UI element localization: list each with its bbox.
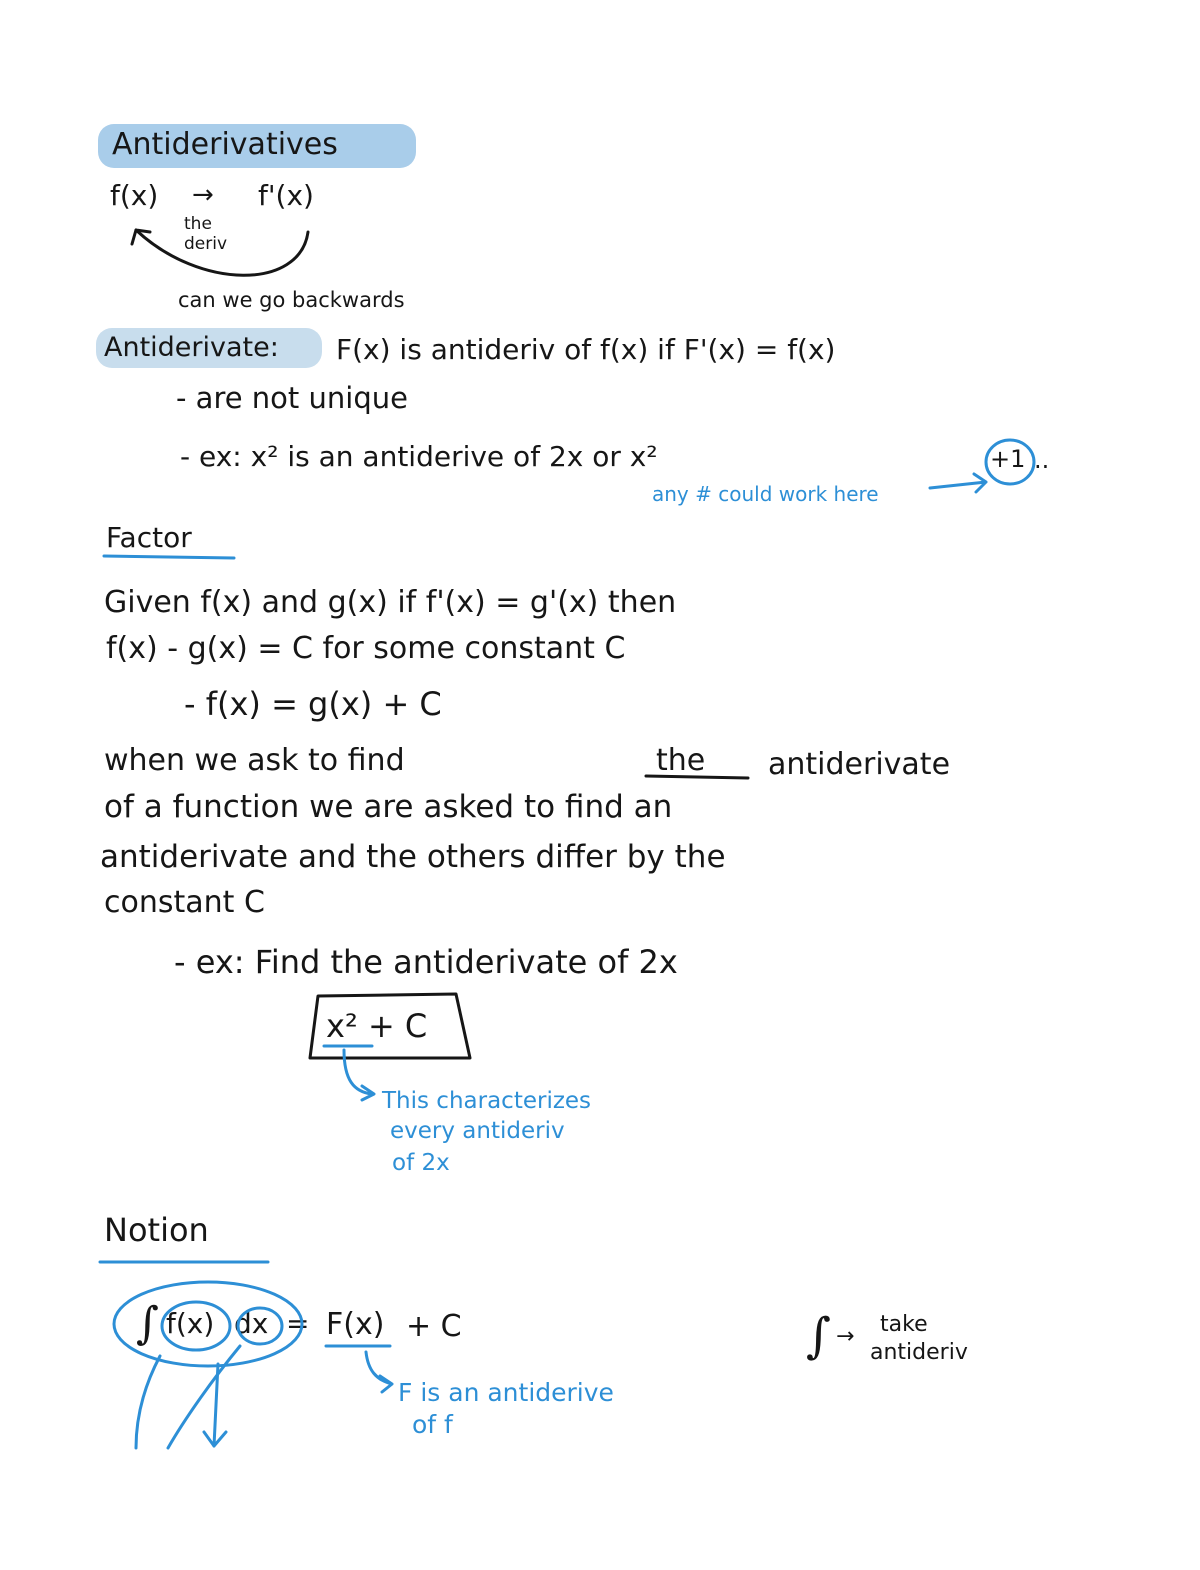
fx-label: f(x) [110,179,159,212]
side-integral-symbol: ∫ [806,1308,832,1364]
backwards-arrowhead-icon [132,230,150,244]
dx-circle [238,1308,282,1344]
F-antiderive-note-2: of f [412,1410,453,1439]
section-title-notion: Notion [104,1211,209,1249]
equals-sign: = [286,1307,310,1340]
plus-one-circle [986,440,1034,484]
fpx-label: f'(x) [258,179,314,212]
note-arrow-icon [930,474,986,492]
boxed-answer: x² + C [326,1007,428,1045]
differential-dx: dx [234,1307,269,1340]
para-line-3: antiderivate and the others differ by the [100,839,726,875]
side-arrow-icon: → [836,1324,855,1349]
bullet-example: - ex: x² is an antiderive of 2x or x² [180,440,658,473]
factor-line-1: Given f(x) and g(x) if f'(x) = g'(x) then [104,585,677,620]
para-line-1b: antiderivate [768,747,951,782]
para-line-4: constant C [104,885,265,920]
plus-constant: + C [406,1309,462,1344]
integrand-fx: f(x) [166,1307,215,1340]
arrow-right-icon: → [192,180,214,210]
F-note-arrow [366,1352,392,1392]
deriv-label: deriv [184,234,228,254]
para-line-1a: when we ask to find [104,743,405,778]
definition-label: Antiderivate: [104,332,279,363]
question-text: can we go backwards [178,288,405,312]
side-antideriv-text: antideriv [870,1340,968,1365]
side-take-text: take [880,1312,928,1337]
the-label: the [184,214,212,234]
factor-line-2: f(x) - g(x) = C for some constant C [106,631,626,666]
fx-circle [162,1302,230,1350]
factor-line-3: - f(x) = g(x) + C [184,685,442,723]
definition-text: F(x) is antideriv of f(x) if F'(x) = f(x) [336,333,836,366]
integral-trail-1 [136,1356,160,1448]
section-title-factor: Factor [106,521,192,554]
integral-outer-circle [114,1282,302,1366]
characterizes-note-2: every antideriv [390,1118,565,1144]
ellipsis: .. [1034,446,1050,474]
characterizes-note-1: This characterizes [382,1088,592,1114]
the-underline [646,776,748,778]
para-line-1-underlined: the [656,743,706,778]
example-find: - ex: Find the antiderivate of 2x [174,943,678,981]
characterizes-note-3: of 2x [392,1150,450,1176]
antiderivative-Fx: F(x) [326,1307,385,1342]
integral-symbol: ∫ [136,1298,159,1349]
answer-box [310,994,470,1058]
section-title-antiderivatives: Antiderivatives [112,127,338,162]
bullet-not-unique: - are not unique [176,381,408,415]
any-number-note: any # could work here [652,482,879,506]
circled-plus-one: +1 [990,445,1026,473]
factor-underline [104,556,234,558]
F-antiderive-note-1: F is an antiderive [398,1378,614,1407]
para-line-2: of a function we are asked to find an [104,789,673,825]
backwards-curve-arrow [136,230,308,275]
